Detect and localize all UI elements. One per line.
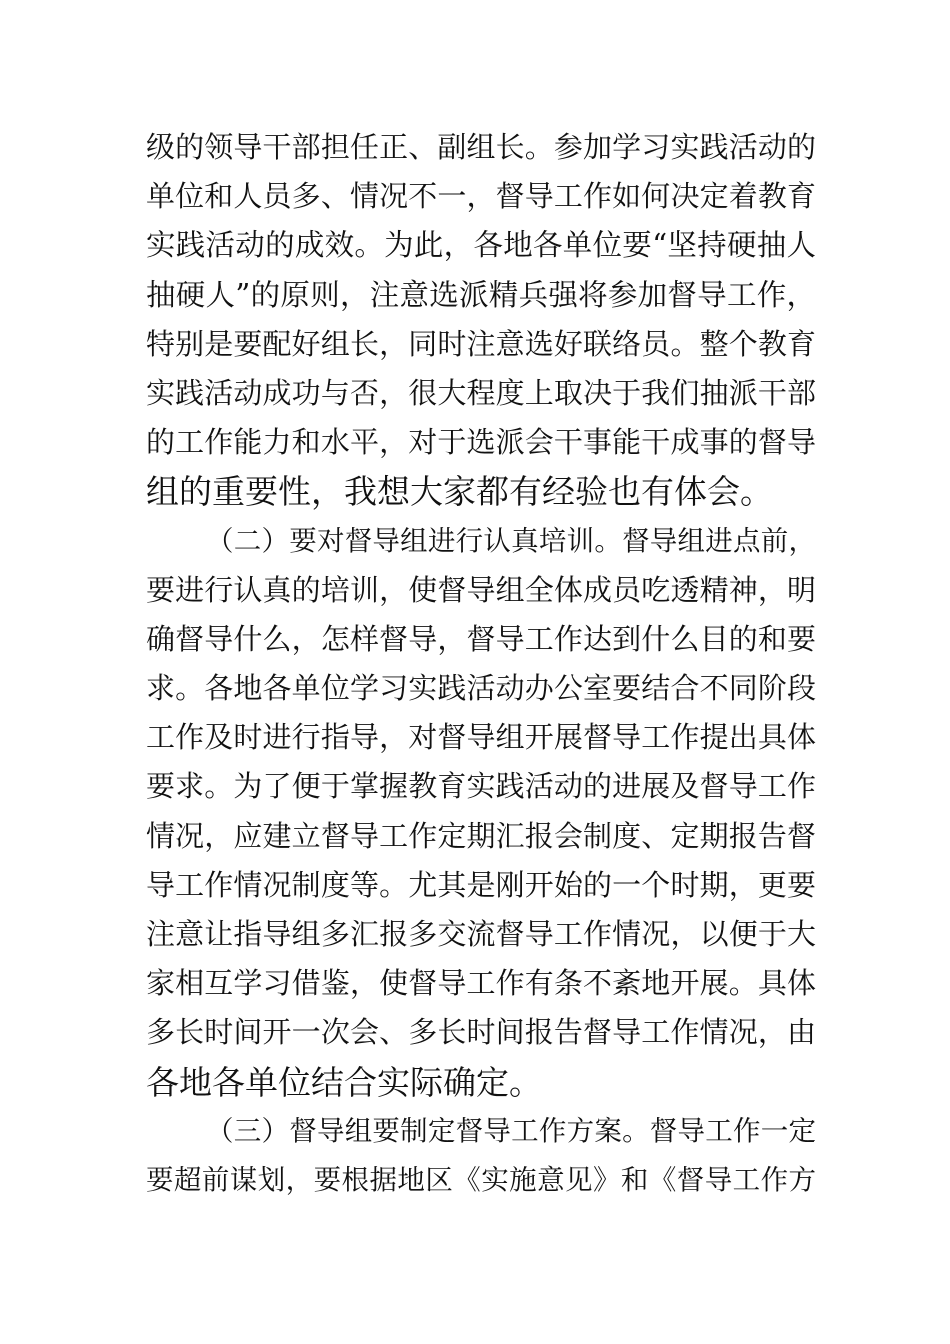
text-line: 级的领导干部担任正、副组长。参加学习实践活动的: [146, 130, 816, 164]
text-line: 实践活动成功与否，很大程度上取决于我们抽派干部: [146, 375, 816, 410]
body-text: [146, 123, 816, 1205]
text-line: 各地各单位结合实际确定。: [146, 1062, 542, 1102]
text-line: 抽硬人”的原则，注意选派精兵强将参加督导工作，: [146, 277, 816, 312]
text-line: 家相互学习借鉴，使督导工作有条不紊地开展。具体: [146, 966, 816, 1001]
text-line: 单位和人员多、情况不一，督导工作如何决定着教育: [146, 179, 816, 214]
text-line: 导工作情况制度等。尤其是刚开始的一个时期，更要: [146, 867, 816, 902]
text-line: 实践活动的成效。为此，各地各单位要“坚持硬抽人: [146, 228, 816, 263]
text-line: 求。各地各单位学习实践活动办公室要结合不同阶段: [146, 671, 816, 706]
text-line: （三）督导组要制定督导工作方案。督导工作一定: [206, 1114, 816, 1147]
text-line: 确督导什么，怎样督导，督导工作达到什么目的和要: [146, 621, 816, 656]
text-line: （二）要对督导组进行认真培训。督导组进点前，: [206, 524, 816, 557]
text-line: 多长时间开一次会、多长时间报告督导工作情况，由: [146, 1015, 816, 1050]
text-line: 特别是要配好组长，同时注意选好联络员。整个教育: [146, 326, 816, 361]
text-line: 的工作能力和水平，对于选派会干事能干成事的督导: [146, 425, 816, 460]
text-line: 要进行认真的培训，使督导组全体成员吃透精神，明: [146, 572, 816, 607]
text-line: 情况，应建立督导工作定期汇报会制度、定期报告督: [146, 818, 816, 853]
text-line: 工作及时进行指导，对督导组开展督导工作提出具体: [146, 720, 816, 755]
text-line: 注意让指导组多汇报多交流督导工作情况，以便于大: [146, 917, 816, 951]
text-line: 要超前谋划，要根据地区《实施意见》和《督导工作方: [146, 1163, 816, 1196]
text-line: 要求。为了便于掌握教育实践活动的进展及督导工作: [146, 769, 816, 804]
text-line: 组的重要性，我想大家都有经验也有体会。: [146, 472, 773, 512]
